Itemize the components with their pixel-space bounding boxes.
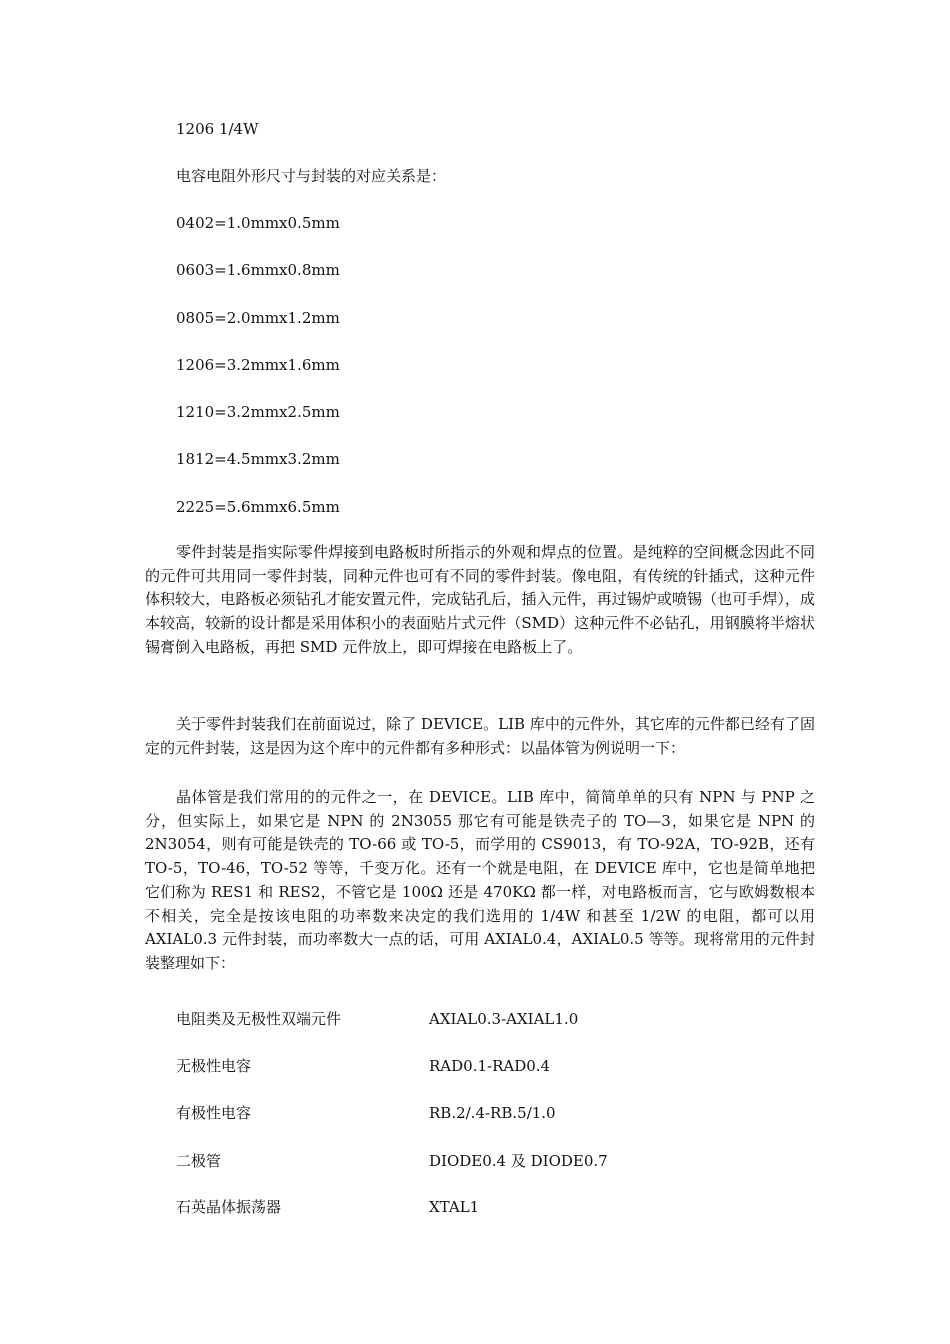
package-component-name: 无极性电容	[176, 1057, 252, 1075]
text-line-size-1812: 1812=4.5mmx3.2mm	[176, 450, 340, 468]
package-code: AXIAL0.3-AXIAL1.0	[429, 1010, 579, 1028]
package-row	[176, 1196, 776, 1218]
package-code: RAD0.1-RAD0.4	[429, 1057, 551, 1075]
text-line-size-1210: 1210=3.2mmx2.5mm	[176, 403, 340, 421]
package-code: XTAL1	[429, 1198, 480, 1216]
text-line-size-0402: 0402=1.0mmx0.5mm	[176, 214, 340, 232]
text-line-size-0603: 0603=1.6mmx0.8mm	[176, 261, 340, 279]
paragraph-package-definition: 零件封装是指实际零件焊接到电路板时所指示的外观和焊点的位置。是纯粹的空间概念因此不同的元件可共用同一零件封装，同种元件也可有不同的零件封装。像电阻，有传统的针插式，这种元件体积较大，电路板必须钻孔才能安置元件，完成钻孔后，插入元件，再过锡炉或喷锡（也可手焊），成本较高，较新的设计都是采用体积小的表面贴片式元件（SMD）这种元件不必钻孔，用钢膜将半熔状锡膏倒入电路板，再把 SMD 元件放上，即可焊接在电路板上了。	[145, 543, 815, 656]
package-row	[176, 1102, 776, 1124]
package-row	[176, 1150, 776, 1172]
paragraph-device-lib: 关于零件封装我们在前面说过，除了 DEVICE。LIB 库中的元件外，其它库的元件都已经有了固定的元件封装，这是因为这个库中的元件都有多种形式：以晶体管为例说明一下：	[145, 715, 815, 757]
package-component-name: 二极管	[176, 1152, 222, 1170]
package-row	[176, 1008, 776, 1030]
paragraph-transistor: 晶体管是我们常用的的元件之一，在 DEVICE。LIB 库中，简简单单的只有 NPN 与 PNP 之分，但实际上，如果它是 NPN 的 2N3055 那它有可能是铁壳子的 TO—3，如果它是 NPN 的 2N3054，则有可能是铁壳的 TO-66 或 TO-5，而学用的 CS9013，有 TO-92A，TO-92B，还有 TO-5，TO-46，TO-52 等等，千变万化。还有一个就是电阻，在 DEVICE 库中，它也是简单地把它们称为 RES1 和 RES2，不管它是 100Ω 还是 470KΩ 都一样，对电路板而言，它与欧姆数根本不相关，完全是按该电阻的功率数来决定的我们选用的 1/4W 和甚至 1/2W 的电阻，都可以用 AXIAL0.3 元件封装，而功率数大一点的话，可用 AXIAL0.4，AXIAL0.5 等等。现将常用的元件封装整理如下：	[145, 788, 815, 972]
package-component-name: 电阻类及无极性双端元件	[176, 1010, 342, 1028]
package-code: DIODE0.4 及 DIODE0.7	[429, 1152, 608, 1170]
package-component-name: 有极性电容	[176, 1104, 252, 1122]
package-row	[176, 1055, 776, 1077]
text-line-size-heading: 电容电阻外形尺寸与封装的对应关系是：	[176, 167, 447, 185]
text-line-size-0805: 0805=2.0mmx1.2mm	[176, 309, 340, 327]
package-component-name: 石英晶体振荡器	[176, 1198, 282, 1216]
text-line-size-1206: 1206=3.2mmx1.6mm	[176, 356, 340, 374]
text-line-resistor-power: 1206 1/4W	[176, 120, 259, 138]
package-code: RB.2/.4-RB.5/1.0	[429, 1104, 556, 1122]
text-line-size-2225: 2225=5.6mmx6.5mm	[176, 498, 340, 516]
